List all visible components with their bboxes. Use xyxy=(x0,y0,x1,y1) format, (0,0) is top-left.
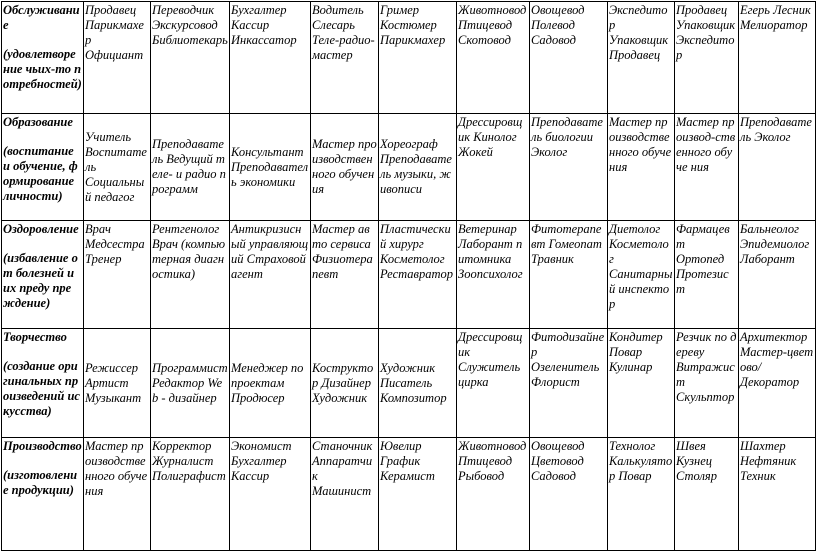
profession-cell xyxy=(530,329,608,438)
category-spacer xyxy=(3,237,82,251)
profession-list: Животновод Птицевод Рыбовод xyxy=(458,439,527,483)
profession-list: Кондитер Повар Кулинар xyxy=(609,330,663,374)
profession-list: Врач Медсестра Тренер xyxy=(85,222,145,266)
category-name: Оздоровление xyxy=(3,222,79,236)
profession-cell xyxy=(675,114,739,221)
profession-cell xyxy=(457,2,530,114)
profession-cell xyxy=(151,221,230,329)
profession-list: Учитель Воспитатель Социальный педагог xyxy=(85,129,147,204)
profession-cell xyxy=(739,329,816,438)
profession-list: Пластический хирург Косметолог Реставратор xyxy=(380,222,453,281)
profession-cell xyxy=(84,221,151,329)
profession-cell xyxy=(379,329,457,438)
profession-cell xyxy=(608,114,675,221)
category-spacer xyxy=(3,130,82,144)
profession-cell xyxy=(675,438,739,551)
profession-cell xyxy=(84,2,151,114)
profession-cell xyxy=(151,114,230,221)
category-description: (избавление от болезней и их преду преждение) xyxy=(3,251,78,310)
profession-cell xyxy=(311,114,379,221)
category-cell xyxy=(2,2,84,114)
profession-list: Переводчик Экскурсовод Библиотекарь xyxy=(152,3,228,47)
profession-cell xyxy=(608,2,675,114)
profession-cell xyxy=(230,221,311,329)
profession-list: Бухгалтер Кассир Инкассатор xyxy=(231,3,297,47)
profession-cell xyxy=(151,329,230,438)
profession-list: Мастер авто сервиса Физиотерапевт xyxy=(312,222,373,281)
profession-cell xyxy=(530,438,608,551)
category-spacer xyxy=(3,345,82,359)
profession-cell xyxy=(530,2,608,114)
profession-list: Швея Кузнец Столяр xyxy=(676,439,717,483)
profession-list: Животновод Птицевод Скотовод xyxy=(458,3,527,47)
profession-list: Станочник Аппаратчик Машинист xyxy=(312,439,373,498)
profession-list: Архитектор Мастер-цветово/ Декоратор xyxy=(740,330,814,389)
profession-list: Гример Костюмер Парикмахер xyxy=(380,3,446,47)
profession-list: Рентгенолог Врач (компьютерная диагностика) xyxy=(152,222,226,281)
profession-cell xyxy=(379,2,457,114)
profession-list: Программист Редактор Web - дизайнер xyxy=(152,360,228,405)
table-row xyxy=(2,221,816,329)
category-spacer xyxy=(3,454,82,468)
table-row xyxy=(2,114,816,221)
profession-cell xyxy=(675,329,739,438)
profession-cell xyxy=(230,329,311,438)
profession-cell xyxy=(675,221,739,329)
profession-list: Антикризисный управляющий Страховой агент xyxy=(231,222,309,281)
profession-cell xyxy=(311,221,379,329)
table-row xyxy=(2,2,816,114)
profession-list: Ветеринар Лаборант питомника Зоопсихолог xyxy=(458,222,523,281)
profession-cell xyxy=(311,2,379,114)
category-cell xyxy=(2,114,84,221)
profession-cell xyxy=(379,114,457,221)
category-description: (создание оригинальных произведений искусства) xyxy=(3,359,80,418)
profession-list: Продавец Упаковщик Экспедитор xyxy=(676,3,736,62)
profession-list: Консультант Преподаватель экономики xyxy=(231,144,309,189)
profession-cell xyxy=(739,2,816,114)
profession-list: Резчик по дереву Витражист Скульптор xyxy=(676,330,737,404)
profession-cell xyxy=(739,221,816,329)
profession-cell xyxy=(84,114,151,221)
category-name: Обслуживание xyxy=(3,3,80,32)
professions-table xyxy=(1,1,816,551)
profession-cell xyxy=(311,438,379,551)
profession-list: Менеджер по проектам Продюсер xyxy=(231,360,304,405)
profession-list: Экономист Бухгалтер Кассир xyxy=(231,439,292,483)
profession-list: Шахтер Нефтяник Техник xyxy=(740,439,797,483)
profession-cell xyxy=(151,438,230,551)
profession-list: Овощевод Цветовод Садовод xyxy=(531,439,585,483)
profession-cell xyxy=(457,221,530,329)
profession-list: Фармацевт Ортопед Протезист xyxy=(676,222,730,296)
profession-list: Ювелир График Керамист xyxy=(380,439,435,483)
profession-cell xyxy=(739,114,816,221)
profession-cell xyxy=(230,2,311,114)
category-cell xyxy=(2,438,84,551)
profession-cell xyxy=(151,2,230,114)
category-cell xyxy=(2,329,84,438)
profession-list: Преподаватель Эколог xyxy=(740,115,812,144)
profession-list: Продавец Парикмахер Официант xyxy=(85,3,144,62)
profession-cell xyxy=(379,221,457,329)
profession-cell xyxy=(457,329,530,438)
category-description: (воспитание и обучение, формирование личности) xyxy=(3,144,78,203)
profession-cell xyxy=(675,2,739,114)
profession-list: Режиссер Артист Музыкант xyxy=(85,360,142,405)
profession-cell xyxy=(457,438,530,551)
profession-list: Мастер производственного обуче ния xyxy=(609,115,672,174)
profession-cell xyxy=(230,114,311,221)
profession-list: Мастер производственного обучения xyxy=(85,439,148,498)
profession-list: Дрессировщик Кинолог Жокей xyxy=(458,115,523,159)
profession-list: Технолог Калькулятор Повар xyxy=(609,439,673,483)
category-description: (изготовление продукции) xyxy=(3,468,78,497)
profession-cell xyxy=(608,329,675,438)
profession-list: Фитодизайнер Озеленитель Флорист xyxy=(531,330,605,389)
profession-list: Кострукто р Дизайнер Художник xyxy=(312,360,374,405)
profession-list: Хореограф Преподаватель музыки, живописи xyxy=(380,137,452,196)
profession-list: Корректор Журналист Полиграфист xyxy=(152,439,226,483)
profession-cell xyxy=(608,221,675,329)
category-name: Производство xyxy=(3,439,82,453)
category-name: Образование xyxy=(3,115,73,129)
profession-list: Экспедитор Упаковщик Продавец xyxy=(609,3,669,62)
profession-cell xyxy=(84,438,151,551)
category-name: Творчество xyxy=(3,330,67,344)
table-row xyxy=(2,438,816,551)
category-spacer xyxy=(3,33,82,47)
profession-cell xyxy=(457,114,530,221)
profession-cell xyxy=(739,438,816,551)
profession-cell xyxy=(530,114,608,221)
profession-list: Бальнеолог Эпидемиолог Лаборант xyxy=(740,222,810,266)
profession-list: Художник Писатель Композитор xyxy=(380,360,447,405)
category-cell xyxy=(2,221,84,329)
profession-list: Овощевод Полевод Садовод xyxy=(531,3,585,47)
profession-list: Преподаватель Ведущий теле- и радио программ xyxy=(152,137,226,196)
profession-list: Дрессировщик Служитель цирка xyxy=(458,330,523,389)
profession-cell xyxy=(379,438,457,551)
profession-cell xyxy=(230,438,311,551)
profession-list: Диетолог Косметолог Санитарный инспектор xyxy=(609,222,673,311)
table-row xyxy=(2,329,816,438)
profession-list: Фитотерапевт Гомеопат Травник xyxy=(531,222,602,266)
profession-list: Мастер производственного обучения xyxy=(312,137,377,196)
profession-list: Егерь Лесник Мелиоратор xyxy=(740,3,811,32)
category-description: (удовлетворение чьих-то потребностей) xyxy=(3,47,82,91)
profession-cell xyxy=(311,329,379,438)
profession-list: Мастер производ-ственного обуче ния xyxy=(676,115,736,174)
profession-list: Водитель Слесарь Теле-радио-мастер xyxy=(312,3,375,62)
profession-cell xyxy=(530,221,608,329)
profession-list: Преподаватель биологии Эколог xyxy=(531,115,603,159)
profession-cell xyxy=(608,438,675,551)
table-body xyxy=(2,2,816,551)
profession-cell xyxy=(84,329,151,438)
